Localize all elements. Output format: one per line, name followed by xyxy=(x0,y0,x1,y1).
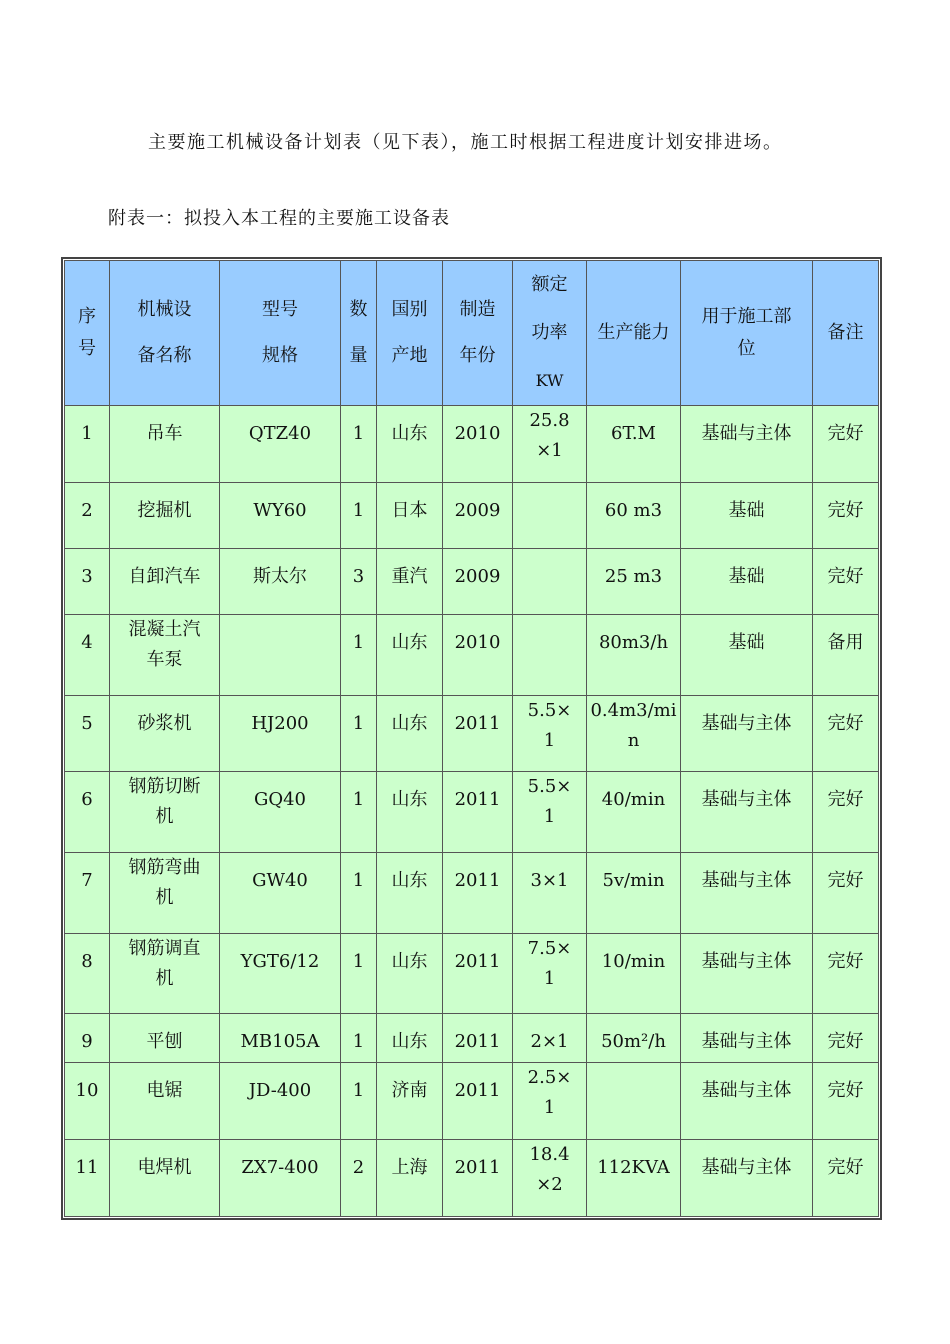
cell-power xyxy=(513,696,587,772)
cell-capacity-line: 10/min xyxy=(601,951,666,972)
cell-capacity xyxy=(587,483,681,549)
cell-year: 2010 xyxy=(443,615,513,696)
cell-name xyxy=(110,406,220,483)
cell-power xyxy=(513,853,587,934)
cell-name-line: 车泵 xyxy=(146,649,183,670)
cell-name-line: 机 xyxy=(155,887,174,908)
cell-usage: 基础 xyxy=(681,549,813,615)
cell-qty: 1 xyxy=(341,853,377,934)
cell-no: 10 xyxy=(65,1063,110,1140)
cell-name-line: 钢筋调直 xyxy=(128,938,201,959)
cell-origin: 山东 xyxy=(377,1014,443,1063)
header-name xyxy=(110,261,220,406)
cell-year: 2009 xyxy=(443,483,513,549)
cell-remark: 完好 xyxy=(813,772,879,853)
cell-remark: 完好 xyxy=(813,549,879,615)
cell-origin: 山东 xyxy=(377,696,443,772)
header-qty-line: 量 xyxy=(349,345,368,366)
cell-name xyxy=(110,549,220,615)
cell-year: 2011 xyxy=(443,1140,513,1217)
cell-no: 2 xyxy=(65,483,110,549)
cell-name-line: 挖掘机 xyxy=(137,500,192,521)
table-row xyxy=(65,549,879,615)
cell-usage: 基础与主体 xyxy=(681,934,813,1014)
cell-capacity xyxy=(587,615,681,696)
header-remark: 备注 xyxy=(813,261,879,406)
cell-power xyxy=(513,483,587,549)
cell-remark: 完好 xyxy=(813,696,879,772)
header-year xyxy=(443,261,513,406)
cell-usage: 基础与主体 xyxy=(681,1014,813,1063)
cell-model: MB105A xyxy=(220,1014,341,1063)
cell-power xyxy=(513,406,587,483)
cell-origin: 山东 xyxy=(377,934,443,1014)
header-origin-line: 国别 xyxy=(391,299,428,320)
table-body xyxy=(65,406,879,1217)
table-row xyxy=(65,1014,879,1063)
cell-power-line: 7.5× xyxy=(527,938,572,959)
header-model-line: 型号 xyxy=(262,299,298,320)
cell-qty: 2 xyxy=(341,1140,377,1217)
cell-name-line: 钢筋切断 xyxy=(128,776,201,797)
cell-name xyxy=(110,1140,220,1217)
cell-usage: 基础 xyxy=(681,483,813,549)
cell-name xyxy=(110,696,220,772)
header-model-line: 规格 xyxy=(262,345,298,366)
header-capacity: 生产能力 xyxy=(587,261,681,406)
header-usage xyxy=(681,261,813,406)
cell-name-line: 混凝土汽 xyxy=(128,619,201,640)
cell-power-line: ×1 xyxy=(536,440,563,461)
cell-power-line: 5.5× xyxy=(527,700,572,721)
header-no-line: 序 xyxy=(78,306,96,327)
table-caption: 附表一：拟投入本工程的主要施工设备表 xyxy=(108,208,450,229)
cell-remark: 完好 xyxy=(813,1063,879,1140)
cell-name-line: 吊车 xyxy=(146,423,183,444)
cell-name-line: 钢筋弯曲 xyxy=(128,857,201,878)
table-row xyxy=(65,1063,879,1140)
cell-model: JD-400 xyxy=(220,1063,341,1140)
cell-power-line: 3×1 xyxy=(530,870,569,891)
cell-year: 2011 xyxy=(443,1063,513,1140)
table-row xyxy=(65,615,879,696)
cell-origin: 济南 xyxy=(377,1063,443,1140)
cell-remark: 完好 xyxy=(813,1014,879,1063)
cell-no: 5 xyxy=(65,696,110,772)
header-name-line: 机械设 xyxy=(137,299,192,320)
cell-name-line: 机 xyxy=(155,968,174,989)
equipment-table xyxy=(64,260,879,1217)
cell-name-line: 机 xyxy=(155,806,174,827)
cell-origin: 上海 xyxy=(377,1140,443,1217)
cell-year: 2011 xyxy=(443,934,513,1014)
cell-qty: 1 xyxy=(341,696,377,772)
cell-qty: 3 xyxy=(341,549,377,615)
cell-remark: 完好 xyxy=(813,934,879,1014)
cell-name-line: 自卸汽车 xyxy=(128,566,201,587)
cell-capacity xyxy=(587,934,681,1014)
cell-year: 2011 xyxy=(443,853,513,934)
cell-power-line: 2×1 xyxy=(530,1031,569,1052)
cell-power xyxy=(513,615,587,696)
cell-name xyxy=(110,853,220,934)
cell-year: 2010 xyxy=(443,406,513,483)
cell-qty: 1 xyxy=(341,406,377,483)
header-usage-line: 位 xyxy=(737,338,756,359)
table-row xyxy=(65,483,879,549)
cell-name-line: 电锯 xyxy=(146,1080,183,1101)
cell-no: 11 xyxy=(65,1140,110,1217)
cell-year: 2011 xyxy=(443,696,513,772)
cell-capacity xyxy=(587,406,681,483)
cell-usage: 基础 xyxy=(681,615,813,696)
cell-usage: 基础与主体 xyxy=(681,1063,813,1140)
header-qty-line: 数 xyxy=(349,299,368,320)
cell-capacity xyxy=(587,853,681,934)
cell-remark: 完好 xyxy=(813,1140,879,1217)
cell-remark: 完好 xyxy=(813,853,879,934)
cell-power-line: 25.8 xyxy=(529,410,570,431)
header-year-line: 年份 xyxy=(459,345,496,366)
cell-name xyxy=(110,934,220,1014)
cell-name-line: 砂浆机 xyxy=(137,713,192,734)
cell-no: 8 xyxy=(65,934,110,1014)
cell-capacity xyxy=(587,1063,681,1140)
cell-name-line: 平刨 xyxy=(146,1031,183,1052)
cell-power xyxy=(513,549,587,615)
cell-power-line: 5.5× xyxy=(527,776,572,797)
cell-power-line: 1 xyxy=(543,1097,556,1118)
cell-model: ZX7-400 xyxy=(220,1140,341,1217)
equipment-table-frame xyxy=(61,257,882,1220)
cell-no: 7 xyxy=(65,853,110,934)
header-origin-line: 产地 xyxy=(391,345,428,366)
header-no-line: 号 xyxy=(78,338,96,359)
cell-capacity xyxy=(587,696,681,772)
cell-origin: 日本 xyxy=(377,483,443,549)
cell-capacity-line: 80m3/h xyxy=(598,632,669,653)
cell-capacity xyxy=(587,772,681,853)
cell-qty: 1 xyxy=(341,934,377,1014)
cell-no: 3 xyxy=(65,549,110,615)
table-row xyxy=(65,934,879,1014)
cell-capacity-line: 25 m3 xyxy=(604,566,663,587)
cell-name xyxy=(110,615,220,696)
cell-capacity-line: 40/min xyxy=(601,789,666,810)
cell-usage: 基础与主体 xyxy=(681,696,813,772)
cell-capacity xyxy=(587,549,681,615)
cell-no: 6 xyxy=(65,772,110,853)
cell-power-line: 1 xyxy=(543,968,556,989)
header-model xyxy=(220,261,341,406)
cell-capacity-line: 5v/min xyxy=(602,870,665,891)
cell-remark: 备用 xyxy=(813,615,879,696)
header-power-unit: KW xyxy=(535,371,564,390)
cell-origin: 重汽 xyxy=(377,549,443,615)
cell-model: GW40 xyxy=(220,853,341,934)
cell-name xyxy=(110,1014,220,1063)
table-row xyxy=(65,772,879,853)
cell-usage: 基础与主体 xyxy=(681,1140,813,1217)
cell-capacity-line: 112KVA xyxy=(597,1157,670,1178)
table-row xyxy=(65,696,879,772)
table-row xyxy=(65,406,879,483)
cell-capacity xyxy=(587,1140,681,1217)
cell-qty: 1 xyxy=(341,1014,377,1063)
cell-name xyxy=(110,772,220,853)
cell-power-line: 1 xyxy=(543,806,556,827)
cell-origin: 山东 xyxy=(377,615,443,696)
cell-power-line: 2.5× xyxy=(527,1067,572,1088)
header-origin xyxy=(377,261,443,406)
cell-capacity-line: 60 m3 xyxy=(604,500,663,521)
cell-year: 2011 xyxy=(443,772,513,853)
cell-model xyxy=(220,615,341,696)
cell-remark: 完好 xyxy=(813,406,879,483)
header-usage-line: 用于施工部 xyxy=(701,306,792,327)
cell-capacity xyxy=(587,1014,681,1063)
intro-paragraph: 主要施工机械设备计划表（见下表），施工时根据工程进度计划安排进场。 xyxy=(148,132,783,153)
header-power-line: 功率 xyxy=(531,322,568,343)
cell-model: QTZ40 xyxy=(220,406,341,483)
cell-power xyxy=(513,934,587,1014)
cell-origin: 山东 xyxy=(377,406,443,483)
table-row xyxy=(65,853,879,934)
cell-capacity-line: 6T.M xyxy=(611,423,656,444)
cell-power-line: 1 xyxy=(543,730,556,751)
cell-usage: 基础与主体 xyxy=(681,406,813,483)
header-year-line: 制造 xyxy=(459,299,496,320)
cell-name xyxy=(110,1063,220,1140)
cell-capacity-line: n xyxy=(627,730,640,751)
cell-qty: 1 xyxy=(341,772,377,853)
cell-power xyxy=(513,1063,587,1140)
cell-no: 9 xyxy=(65,1014,110,1063)
header-row xyxy=(65,261,879,406)
cell-power-line: ×2 xyxy=(536,1174,563,1195)
cell-year: 2011 xyxy=(443,1014,513,1063)
cell-power xyxy=(513,1014,587,1063)
cell-year: 2009 xyxy=(443,549,513,615)
cell-model: GQ40 xyxy=(220,772,341,853)
cell-usage: 基础与主体 xyxy=(681,853,813,934)
header-power xyxy=(513,261,587,406)
cell-origin: 山东 xyxy=(377,772,443,853)
cell-name-line: 电焊机 xyxy=(137,1157,192,1178)
cell-qty: 1 xyxy=(341,1063,377,1140)
cell-model: 斯太尔 xyxy=(220,549,341,615)
header-qty xyxy=(341,261,377,406)
cell-no: 1 xyxy=(65,406,110,483)
cell-model: YGT6/12 xyxy=(220,934,341,1014)
cell-capacity-line: 50m²/h xyxy=(601,1031,666,1052)
cell-origin: 山东 xyxy=(377,853,443,934)
cell-remark: 完好 xyxy=(813,483,879,549)
header-no xyxy=(65,261,110,406)
header-power-line: 额定 xyxy=(531,274,568,295)
cell-qty: 1 xyxy=(341,483,377,549)
cell-capacity-line: 0.4m3/mi xyxy=(590,700,677,721)
cell-power xyxy=(513,1140,587,1217)
cell-no: 4 xyxy=(65,615,110,696)
cell-power xyxy=(513,772,587,853)
cell-power-line: 18.4 xyxy=(529,1144,570,1165)
header-name-line: 备名称 xyxy=(137,345,192,366)
cell-model: WY60 xyxy=(220,483,341,549)
cell-qty: 1 xyxy=(341,615,377,696)
cell-usage: 基础与主体 xyxy=(681,772,813,853)
cell-name xyxy=(110,483,220,549)
table-row xyxy=(65,1140,879,1217)
cell-model: HJ200 xyxy=(220,696,341,772)
